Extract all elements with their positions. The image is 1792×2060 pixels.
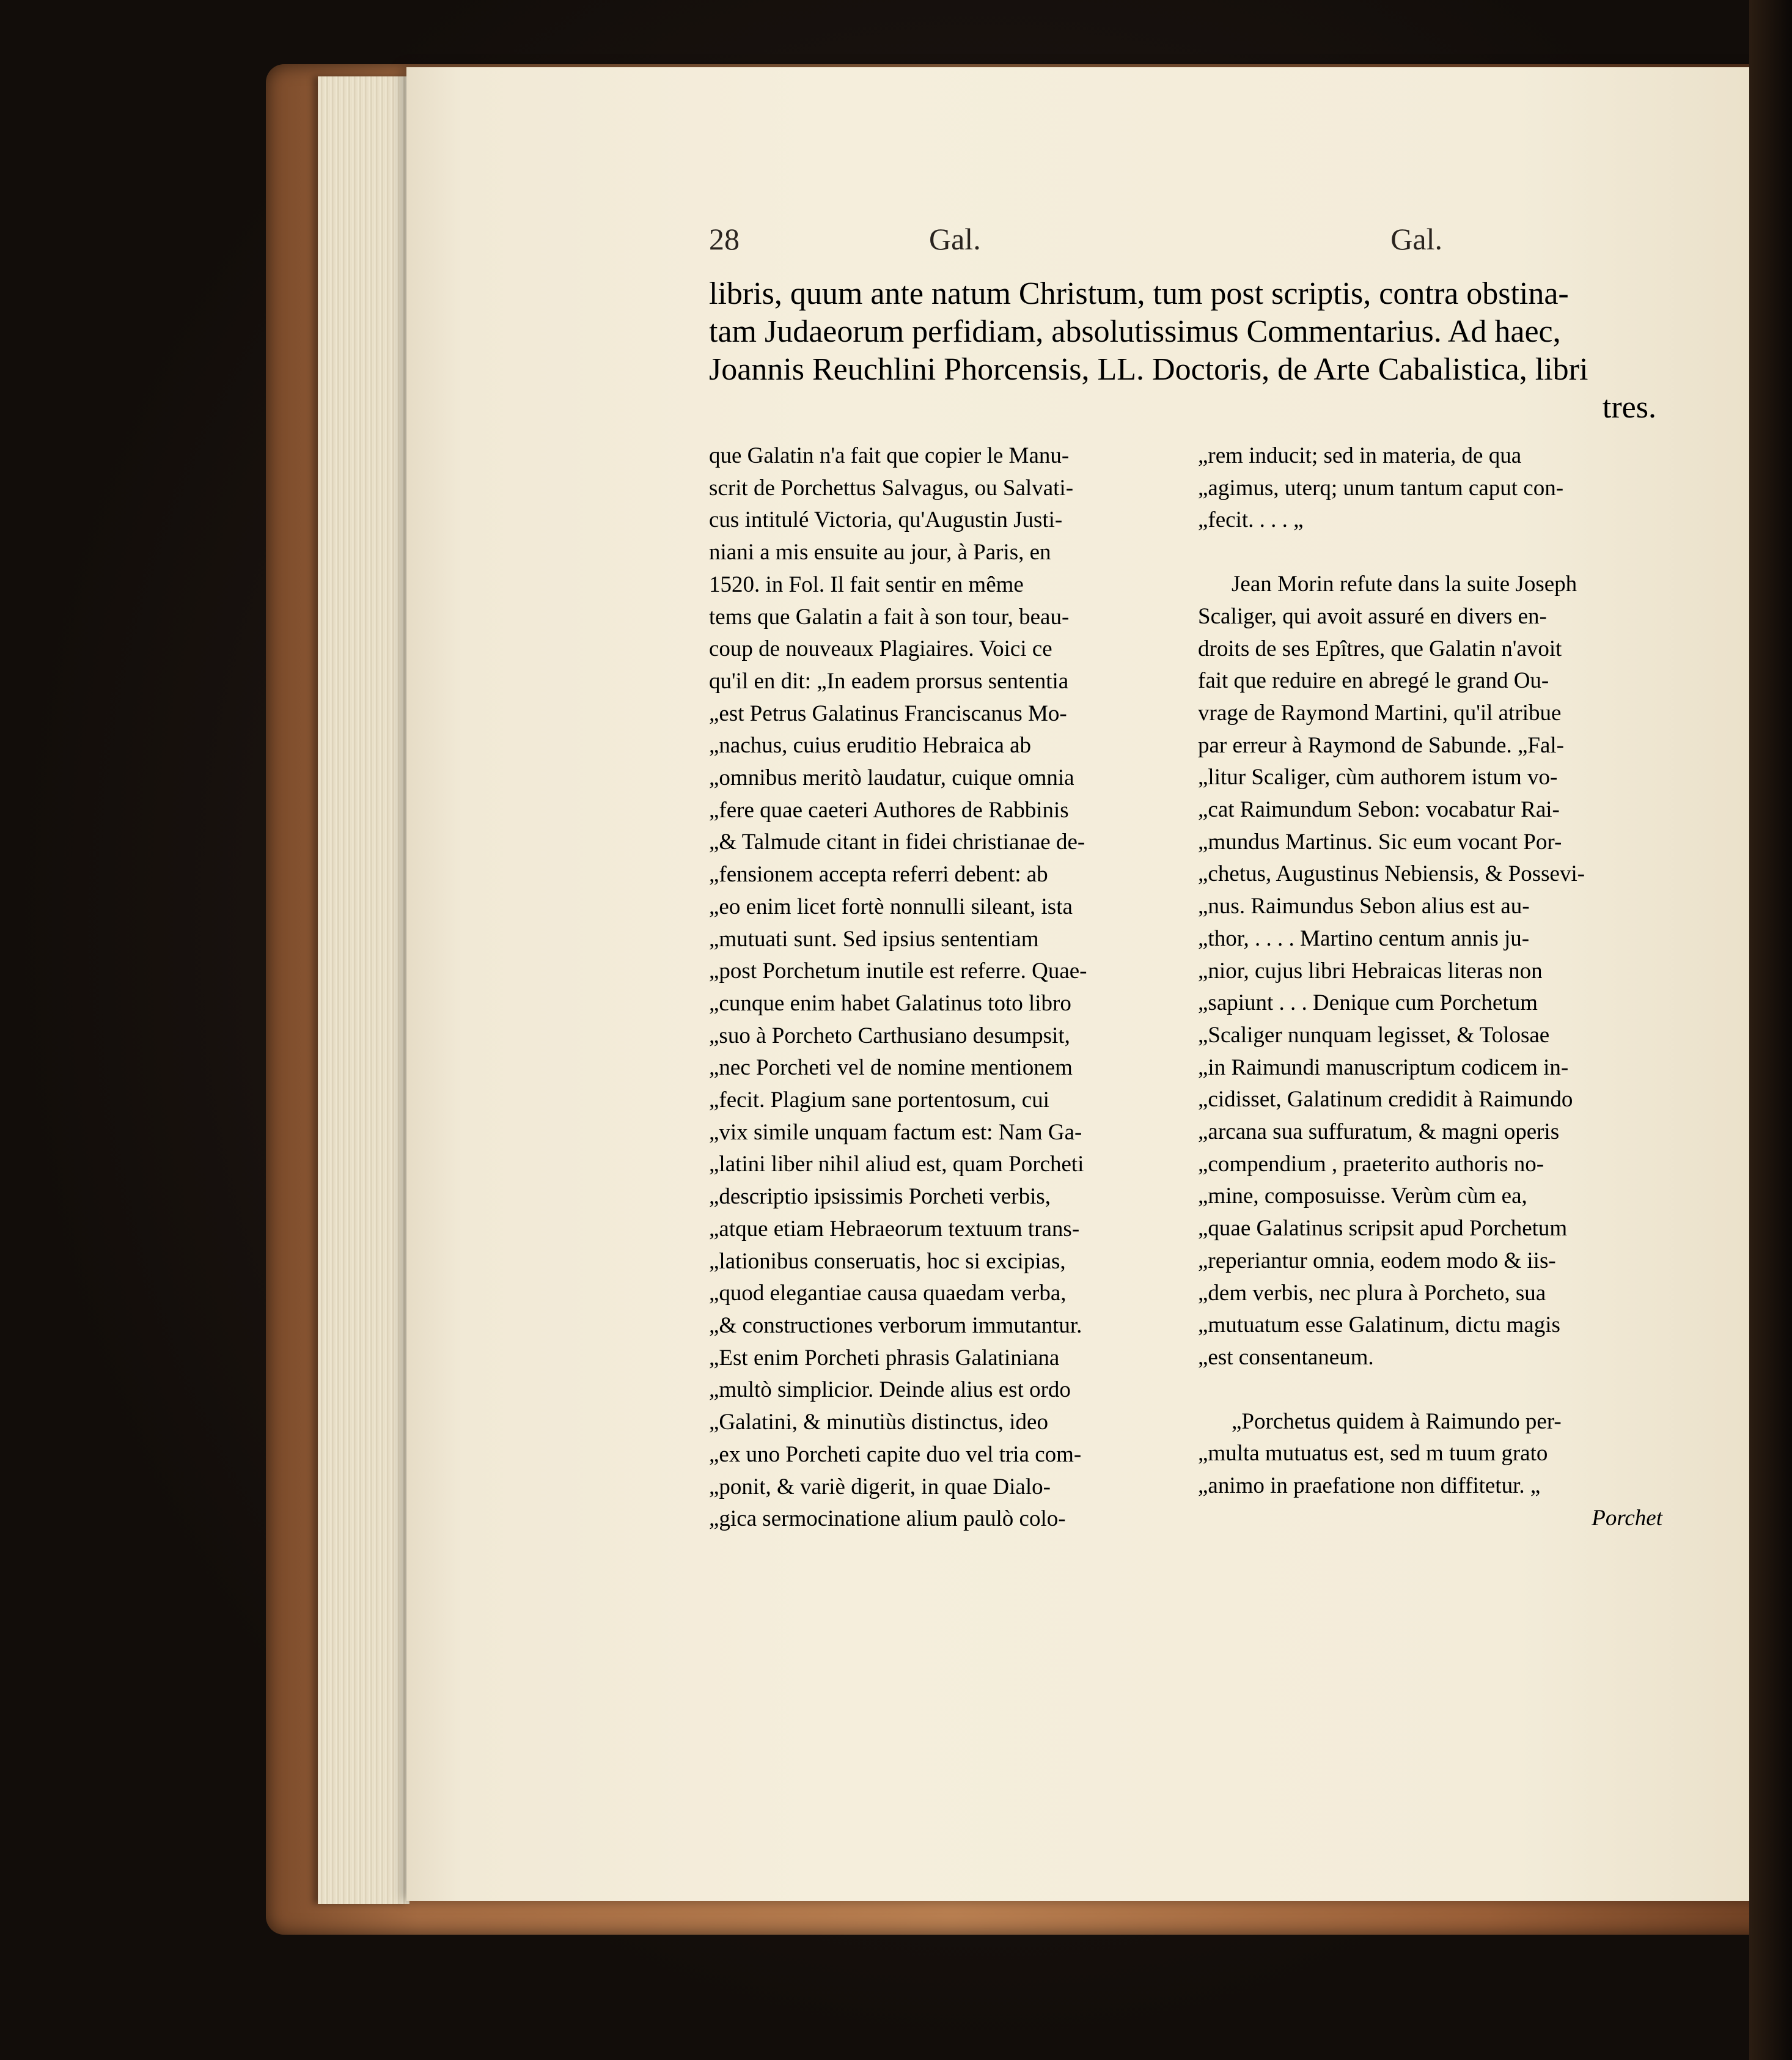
text-line: „nior, cujus libri Hebraicas literas non (1198, 958, 1543, 984)
text-line: „omnibus meritò laudatur, cuique omnia (709, 765, 1074, 791)
text-line: cus intitulé Victoria, qu'Augustin Justi- (709, 507, 1063, 533)
right-column (1198, 440, 1662, 1535)
running-head-left: Gal. (929, 222, 981, 256)
text-line: „thor, . . . . Martino centum annis ju- (1198, 925, 1530, 951)
text-line: „Porchetus quidem à Raimundo per- (1232, 1408, 1562, 1434)
text-line: „quae Galatinus scripsit apud Porchetum (1198, 1216, 1568, 1242)
page-edges (318, 76, 409, 1904)
text-line: „multò simplicior. Deinde alius est ordo (709, 1377, 1071, 1403)
text-line: vrage de Raymond Martini, qu'il atribue (1198, 700, 1562, 726)
text-line: „est Petrus Galatinus Franciscanus Mo- (709, 701, 1067, 726)
text-line: „reperiantur omnia, eodem modo & iis- (1198, 1248, 1556, 1273)
text-line: tems que Galatin a fait à son tour, beau- (709, 604, 1070, 630)
page-number: 28 (709, 222, 740, 256)
text-line: „in Raimundi manuscriptum codicem in- (1198, 1054, 1569, 1080)
text-line: „Est enim Porcheti phrasis Galatiniana (709, 1345, 1060, 1370)
intro-line: tam Judaeorum perfidiam, absolutissimus Commentarius. Ad haec, (709, 314, 1561, 349)
text-line: „fensionem accepta referri debent: ab (709, 862, 1048, 888)
text-line: Scaliger, qui avoit assuré en divers en- (1198, 603, 1547, 629)
left-column (709, 440, 1173, 1536)
text-line: „suo à Porcheto Carthusiano desumpsit, (709, 1023, 1070, 1048)
text-line: „gica sermocinatione alium paulò colo- (709, 1506, 1066, 1532)
text-line: „Galatini, & minutiùs distinctus, ideo (709, 1410, 1048, 1435)
intro-line: libris, quum ante natum Christum, tum post scriptis, contra obstina- (709, 276, 1569, 311)
text-line: „atque etiam Hebraeorum textuum trans- (709, 1216, 1080, 1242)
text-line: „nachus, cuius eruditio Hebraica ab (709, 733, 1032, 759)
text-line: „nec Porcheti vel de nomine mentionem (709, 1055, 1073, 1081)
text-line: que Galatin n'a fait que copier le Manu- (709, 443, 1070, 468)
text-line: „agimus, uterq; unum tantum caput con- (1198, 475, 1564, 501)
text-line: „fere quae caeteri Authores de Rabbinis (709, 797, 1069, 823)
text-line: „sapiunt . . . Denique cum Porchetum (1198, 990, 1538, 1016)
text-line: „fecit. . . . „ (1198, 507, 1304, 533)
text-line: coup de nouveaux Plagiaires. Voici ce (709, 636, 1052, 662)
text-line: scrit de Porchettus Salvagus, ou Salvati- (709, 475, 1074, 501)
text-line: „est consentaneum. (1198, 1344, 1374, 1370)
text-line: niani a mis ensuite au jour, à Paris, en (709, 540, 1051, 565)
text-line: „ex uno Porcheti capite duo vel tria com- (709, 1441, 1082, 1467)
text-line: „chetus, Augustinus Nebiensis, & Possevi- (1198, 861, 1585, 887)
text-line: qu'il en dit: „In eadem prorsus sententia (709, 668, 1069, 694)
intro-line: Joannis Reuchlini Phorcensis, LL. Doctoris, de Arte Cabalistica, libri (709, 352, 1588, 387)
text-line: „Scaliger nunquam legisset, & Tolosae (1198, 1022, 1550, 1048)
text-line: „arcana sua suffuratum, & magni operis (1198, 1119, 1560, 1145)
text-line: „& Talmude citant in fidei christianae de- (709, 830, 1085, 855)
text-line: „cidisset, Galatinum credidit à Raimundo (1198, 1087, 1573, 1113)
text-line: „mutuatum esse Galatinum, dictu magis (1198, 1312, 1560, 1338)
text-line: „ponit, & variè digerit, in quae Dialo- (709, 1474, 1051, 1499)
text-line: „fecit. Plagium sane portentosum, cui (709, 1087, 1049, 1113)
text-line: „descriptio ipsissimis Porcheti verbis, (709, 1184, 1051, 1210)
text-line: droits de ses Epîtres, que Galatin n'avoit (1198, 636, 1562, 661)
text-line: „& constructiones verborum immutantur. (709, 1312, 1082, 1338)
text-line: „rem inducit; sed in materia, de qua (1198, 443, 1522, 468)
text-line: „cat Raimundum Sebon: vocabatur Rai- (1198, 797, 1560, 823)
intro-last-word: tres. (1602, 390, 1656, 425)
running-head-right: Gal. (1390, 222, 1442, 256)
text-line: „cunque enim habet Galatinus toto libro (709, 990, 1071, 1016)
running-header (709, 221, 1662, 264)
text-line: „latini liber nihil aliud est, quam Porcheti (709, 1152, 1084, 1177)
text-line: „dem verbis, nec plura à Porcheto, sua (1198, 1280, 1546, 1306)
text-line: „mine, composuisse. Verùm cùm ea, (1198, 1183, 1527, 1209)
text-line: „post Porchetum inutile est referre. Quae- (709, 958, 1087, 984)
text-line: „vix simile unquam factum est: Nam Ga- (709, 1119, 1082, 1145)
catchword: Porchet (1592, 1505, 1662, 1531)
text-line: „animo in praefatione non diffitetur. „ (1198, 1473, 1541, 1499)
text-line: „lationibus conseruatis, hoc si excipias, (709, 1248, 1066, 1274)
text-line: 1520. in Fol. Il fait sentir en même (709, 572, 1024, 597)
text-line: „multa mutuatus est, sed m tuum grato (1198, 1441, 1548, 1466)
text-line: par erreur à Raymond de Sabunde. „Fal- (1198, 732, 1564, 758)
text-line: „quod elegantiae causa quaedam verba, (709, 1281, 1067, 1306)
text-line: „eo enim licet fortè nonnulli sileant, ista (709, 894, 1073, 919)
scan-edge (1749, 0, 1792, 2060)
text-line: „litur Scaliger, cùm authorem istum vo- (1198, 765, 1558, 790)
text-line: „mundus Martinus. Sic eum vocant Por- (1198, 829, 1562, 855)
text-line: „mutuati sunt. Sed ipsius sententiam (709, 926, 1039, 952)
text-line: „compendium , praeterito authoris no- (1198, 1151, 1544, 1177)
intro-paragraph (709, 275, 1656, 427)
text-line: fait que reduire en abregé le grand Ou- (1198, 668, 1549, 694)
text-line: „nus. Raimundus Sebon alius est au- (1198, 894, 1530, 919)
text-line: Jean Morin refute dans la suite Joseph (1232, 572, 1577, 597)
